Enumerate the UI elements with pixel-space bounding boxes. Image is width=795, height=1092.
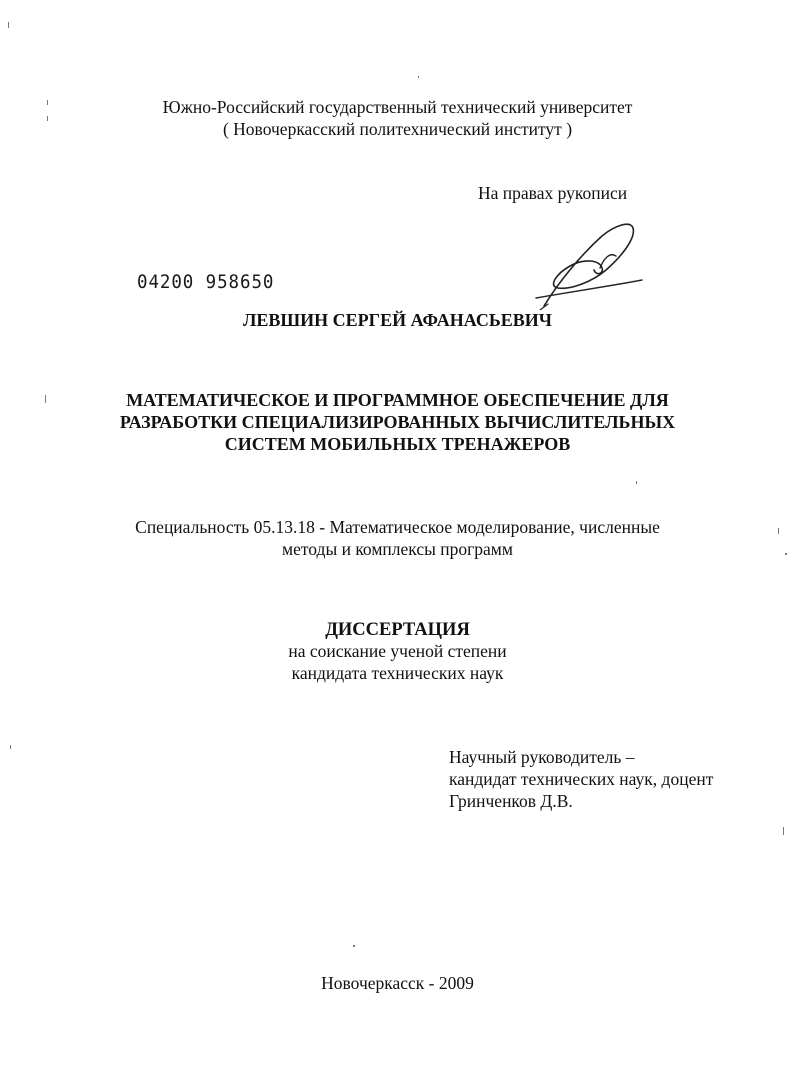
supervisor-label: Научный руководитель –	[449, 747, 635, 767]
specialty-line-1: Специальность 05.13.18 - Математическое моделирование, численные	[135, 517, 660, 537]
scan-speck	[47, 100, 48, 105]
signature-image	[530, 218, 645, 310]
scan-speck	[636, 481, 637, 484]
scan-speck	[8, 22, 9, 28]
university-name: Южно-Российский государственный технический университет	[162, 97, 633, 117]
scan-speck	[778, 528, 779, 534]
scan-speck	[353, 945, 355, 947]
supervisor-degree: кандидат технических наук, доцент	[449, 769, 714, 789]
scan-speck	[783, 827, 784, 835]
specialty-line-2: методы и комплексы программ	[282, 539, 513, 559]
title-line-1: МАТЕМАТИЧЕСКОЕ И ПРОГРАММНОЕ ОБЕСПЕЧЕНИЕ ДЛЯ	[126, 390, 669, 410]
scan-speck	[10, 745, 11, 749]
institute-name: ( Новочеркасский политехнический институт )	[222, 119, 573, 139]
degree-line-2: кандидата технических наук	[291, 663, 504, 683]
scan-speck	[418, 76, 419, 78]
scan-speck	[47, 116, 48, 121]
city-year: Новочеркасск - 2009	[321, 973, 474, 993]
degree-line-1: на соискание ученой степени	[288, 641, 507, 661]
author-name: ЛЕВШИН СЕРГЕЙ АФАНАСЬЕВИЧ	[242, 310, 553, 330]
supervisor-name: Гринченков Д.В.	[449, 791, 573, 811]
dissertation-heading: ДИССЕРТАЦИЯ	[325, 620, 470, 640]
scan-speck	[785, 553, 787, 555]
title-line-2: РАЗРАБОТКИ СПЕЦИАЛИЗИРОВАННЫХ ВЫЧИСЛИТЕЛЬНЫХ	[119, 412, 676, 432]
manuscript-rights: На правах рукописи	[478, 183, 628, 203]
title-line-3: СИСТЕМ МОБИЛЬНЫХ ТРЕНАЖЕРОВ	[224, 434, 571, 454]
scan-speck	[45, 395, 46, 403]
registration-number: 04200 958650	[137, 271, 275, 293]
